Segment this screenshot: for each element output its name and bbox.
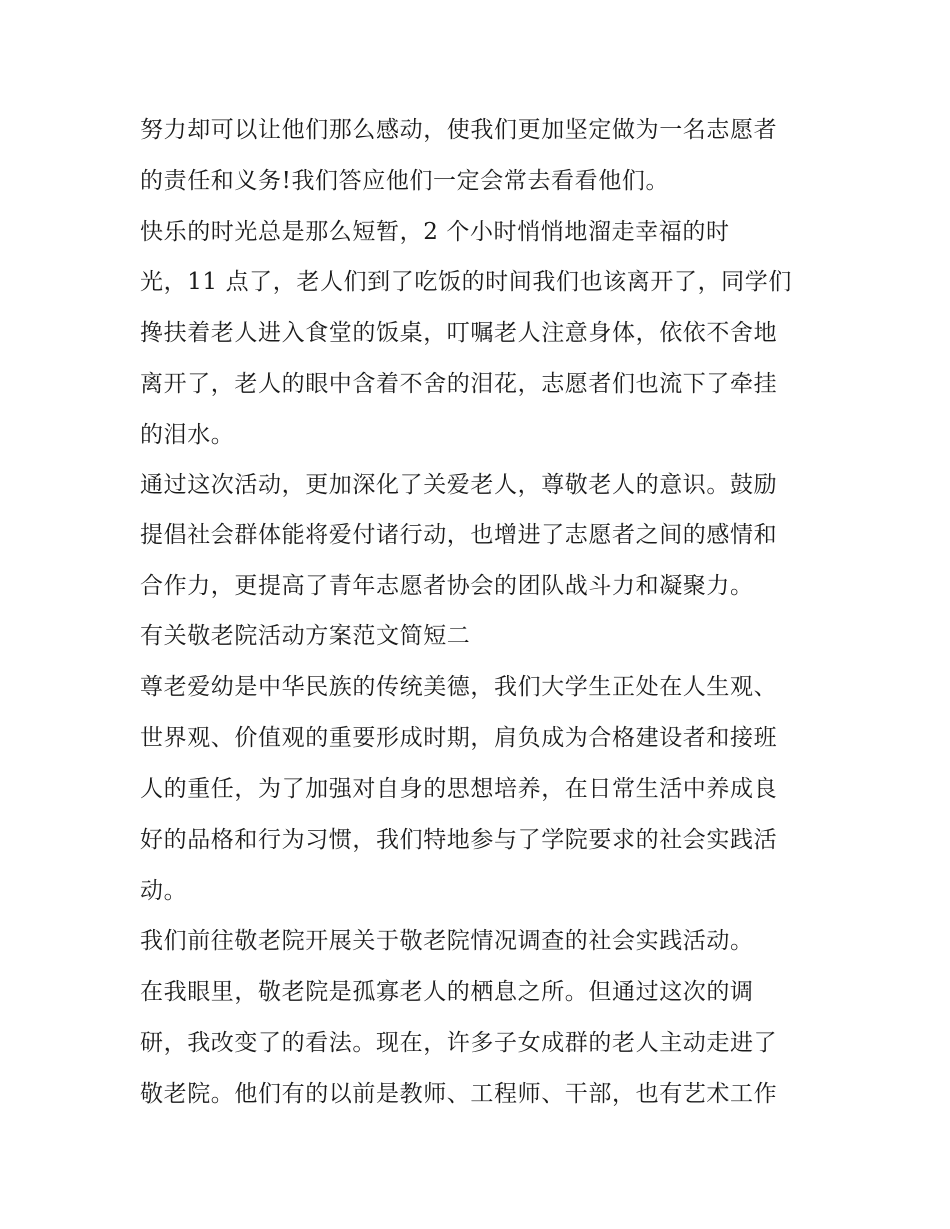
text-line: 快乐的时光总是那么短暂，2 个小时悄悄地溜走幸福的时 bbox=[140, 219, 730, 245]
text-line: 敬老院。他们有的以前是教师、工程师、干部，也有艺术工作 bbox=[140, 1081, 778, 1107]
text-line: 好的品格和行为习惯，我们特地参与了学院要求的社会实践活 bbox=[140, 827, 778, 853]
text-line: 离开了，老人的眼中含着不舍的泪花，志愿者们也流下了牵挂 bbox=[140, 371, 778, 397]
text-line: 尊老爱幼是中华民族的传统美德，我们大学生正处在人生观、 bbox=[140, 674, 778, 700]
text-line: 努力却可以让他们那么感动，使我们更加坚定做为一名志愿者 bbox=[140, 117, 778, 143]
text-line: 我们前往敬老院开展关于敬老院情况调查的社会实践活动。 bbox=[140, 928, 754, 954]
text-line: 研，我改变了的看法。现在，许多子女成群的老人主动走进了 bbox=[140, 1030, 778, 1056]
text-line: 的责任和义务!我们答应他们一定会常去看看他们。 bbox=[140, 168, 670, 194]
text-line: 搀扶着老人进入食堂的饭桌，叮嘱老人注意身体，依依不舍地 bbox=[140, 320, 778, 346]
text-line: 动。 bbox=[140, 878, 188, 904]
text-line: 世界观、价值观的重要形成时期，肩负成为合格建设者和接班 bbox=[140, 725, 778, 751]
text-line: 的泪水。 bbox=[140, 422, 235, 448]
text-line: 人的重任，为了加强对自身的思想培养，在日常生活中养成良 bbox=[140, 776, 778, 802]
text-line: 在我眼里，敬老院是孤寡老人的栖息之所。但通过这次的调 bbox=[140, 979, 754, 1005]
text-line: 合作力，更提高了青年志愿者协会的团队战斗力和凝聚力。 bbox=[140, 573, 754, 599]
text-line: 提倡社会群体能将爱付诸行动，也增进了志愿者之间的感情和 bbox=[140, 522, 778, 548]
text-line: 光，11 点了，老人们到了吃饭的时间我们也该离开了，同学们 bbox=[140, 269, 792, 295]
text-line: 通过这次活动，更加深化了关爱老人，尊敬老人的意识。鼓励 bbox=[140, 472, 778, 498]
section-heading: 有关敬老院活动方案范文简短二 bbox=[140, 623, 471, 649]
